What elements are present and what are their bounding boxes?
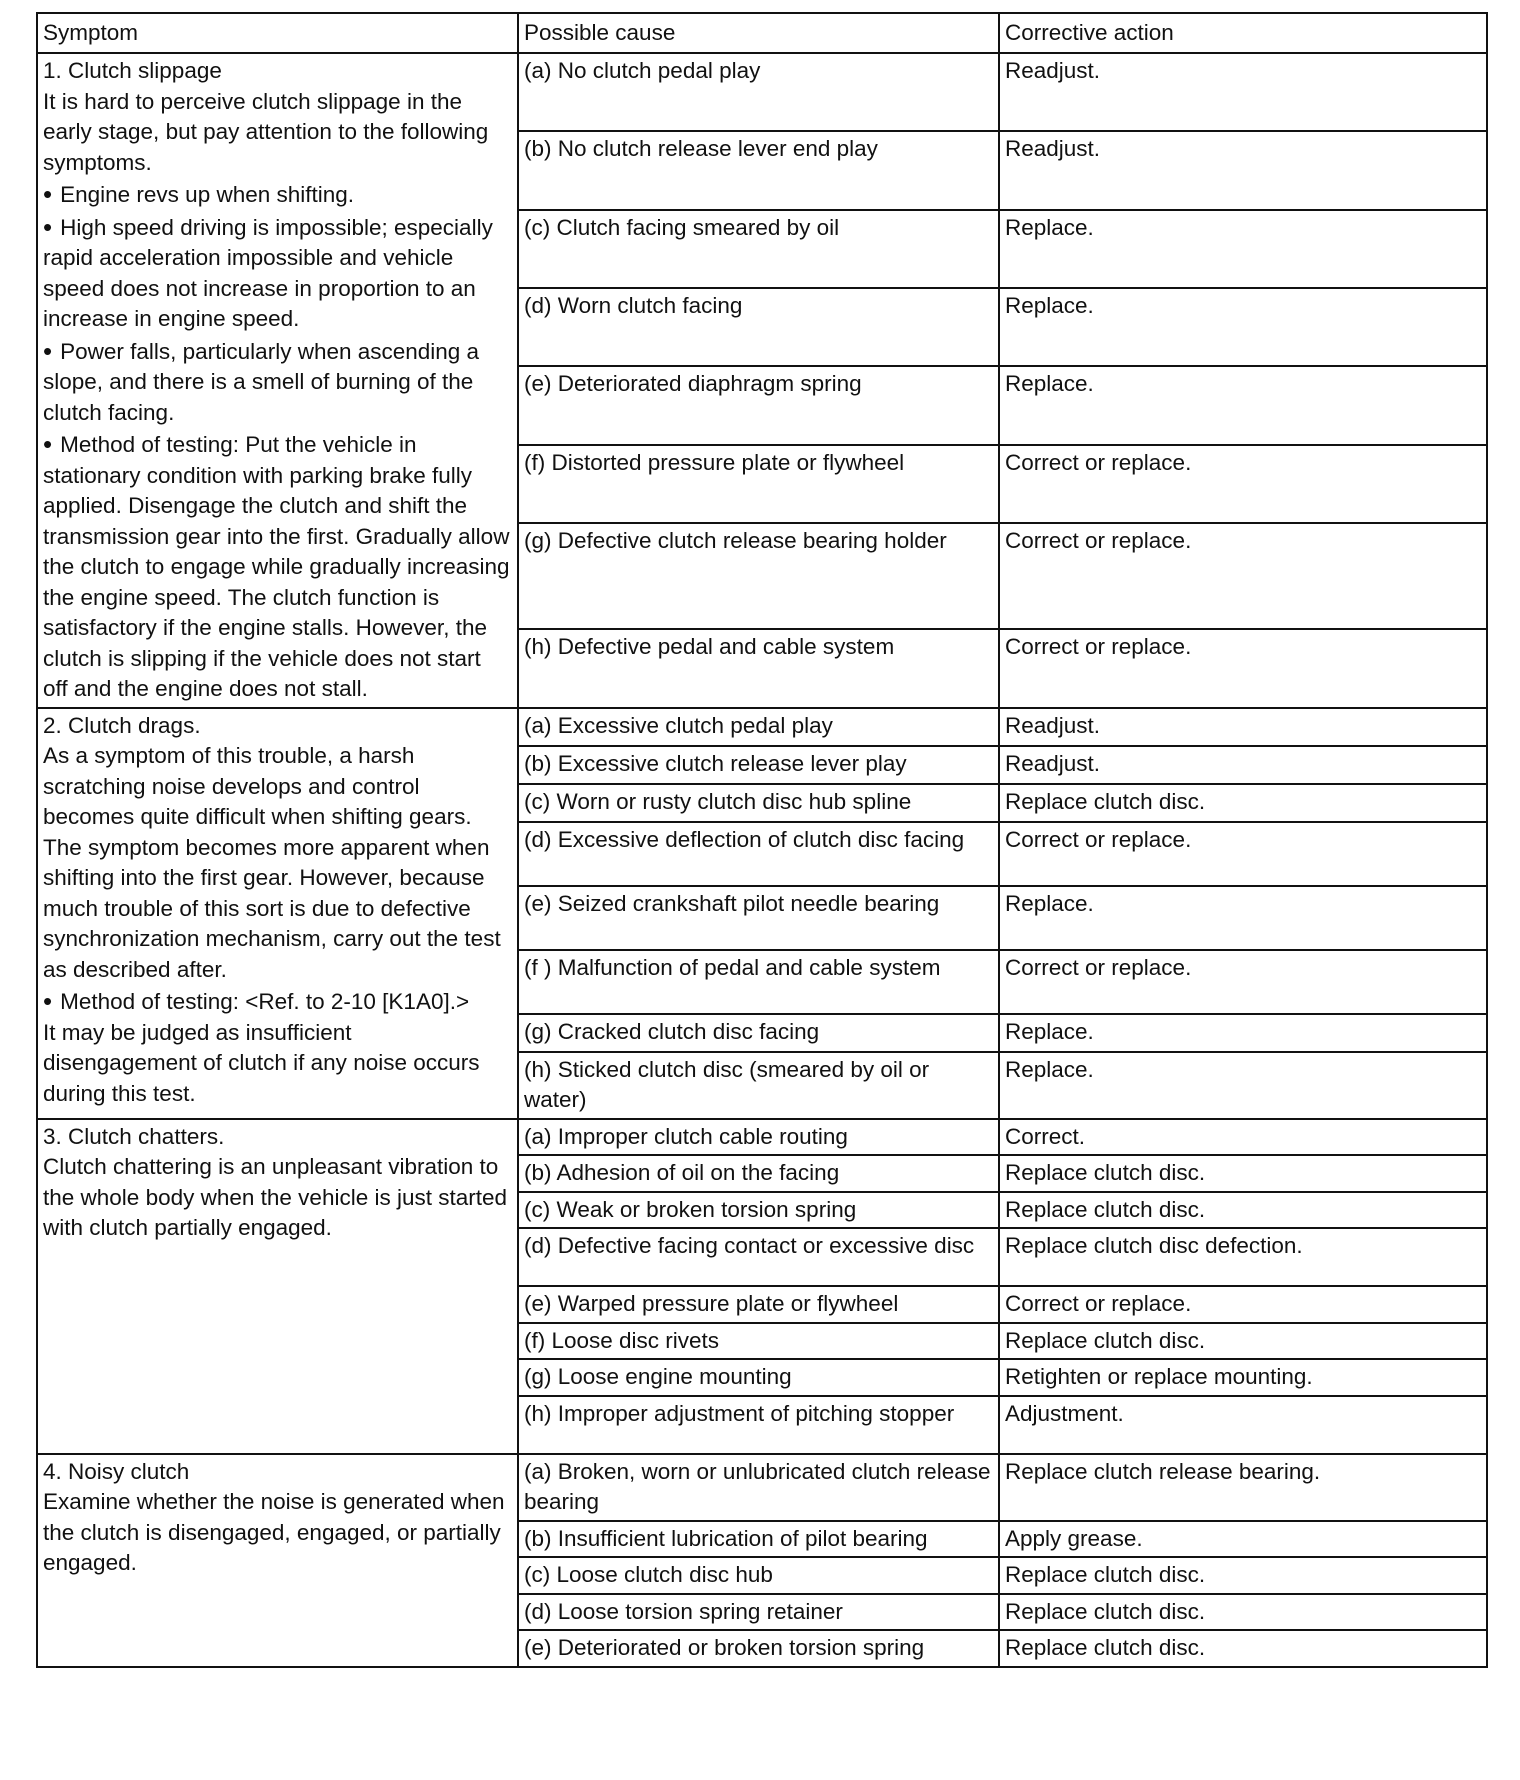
possible-cause-cell: (c) Worn or rusty clutch disc hub spline	[518, 784, 999, 822]
corrective-action-cell: Readjust.	[999, 53, 1487, 131]
header-corrective-action: Corrective action	[999, 13, 1487, 53]
corrective-action-cell: Retighten or replace mounting.	[999, 1359, 1487, 1396]
corrective-action-cell: Replace.	[999, 366, 1487, 444]
corrective-action-cell: Replace clutch disc.	[999, 1155, 1487, 1192]
symptom-bullet: • Method of testing: Put the vehicle in stationary condition with parking brake fully applied. Disengage the clutch and shift the transmission gear into the first. Gradually allow the clutch to engage while gradually increasing the engine speed. The clutch function is satisfactory if the engine stalls. However, the clutch is slipping if the vehicle does not start off and the engine does not stall.	[43, 428, 511, 705]
corrective-action-cell: Readjust.	[999, 131, 1487, 209]
symptom-cell	[37, 53, 518, 708]
possible-cause-cell: (f ) Malfunction of pedal and cable system	[518, 950, 999, 1014]
symptom-bullet: • Engine revs up when shifting.	[43, 178, 511, 211]
possible-cause-cell: (c) Clutch facing smeared by oil	[518, 210, 999, 288]
possible-cause-cell: (f) Distorted pressure plate or flywheel	[518, 445, 999, 523]
possible-cause-cell: (d) Loose torsion spring retainer	[518, 1594, 999, 1631]
symptom-title: 1. Clutch slippage	[43, 58, 222, 83]
corrective-action-cell: Correct or replace.	[999, 629, 1487, 707]
possible-cause-cell: (e) Seized crankshaft pilot needle bearing	[518, 886, 999, 950]
corrective-action-cell: Readjust.	[999, 708, 1487, 746]
header-possible-cause: Possible cause	[518, 13, 999, 53]
symptom-bullet: • Power falls, particularly when ascending a slope, and there is a smell of burning of the clutch facing.	[43, 335, 511, 429]
corrective-action-cell: Correct or replace.	[999, 822, 1487, 886]
possible-cause-cell: (e) Warped pressure plate or flywheel	[518, 1286, 999, 1323]
possible-cause-cell: (d) Worn clutch facing	[518, 288, 999, 366]
symptom-note: It may be judged as insufficient disengagement of clutch if any noise occurs during this test.	[43, 1019, 480, 1106]
possible-cause-cell: (b) No clutch release lever end play	[518, 131, 999, 209]
possible-cause-cell: (h) Sticked clutch disc (smeared by oil or water)	[518, 1052, 999, 1119]
possible-cause-cell: (b) Excessive clutch release lever play	[518, 746, 999, 784]
symptom-title: 4. Noisy clutch	[43, 1458, 190, 1484]
corrective-action-cell: Replace clutch disc.	[999, 1594, 1487, 1631]
corrective-action-cell: Correct.	[999, 1119, 1487, 1156]
possible-cause-cell: (h) Defective pedal and cable system	[518, 629, 999, 707]
possible-cause-cell: (a) Improper clutch cable routing	[518, 1119, 999, 1156]
possible-cause-cell: (b) Insufficient lubrication of pilot bearing	[518, 1521, 999, 1558]
corrective-action-cell: Replace clutch release bearing.	[999, 1454, 1487, 1521]
corrective-action-cell: Readjust.	[999, 746, 1487, 784]
corrective-action-cell: Replace clutch disc.	[999, 1323, 1487, 1360]
corrective-action-cell: Replace.	[999, 886, 1487, 950]
troubleshooting-page	[36, 12, 1486, 1668]
possible-cause-cell: (d) Defective facing contact or excessive disc	[518, 1228, 999, 1286]
troubleshooting-table	[36, 12, 1488, 1668]
symptom-description: It is hard to perceive clutch slippage in the early stage, but pay attention to the following symptoms.	[43, 88, 489, 175]
possible-cause-cell: (f) Loose disc rivets	[518, 1323, 999, 1360]
possible-cause-cell: (e) Deteriorated diaphragm spring	[518, 366, 999, 444]
header-symptom: Symptom	[37, 13, 518, 53]
symptom-description: As a symptom of this trouble, a harsh scratching noise develops and control becomes quite difficult when shifting gears. The symptom becomes more apparent when shifting into the first gear. However, because much trouble of this sort is due to defective synchronization mechanism, carry out the test as described after.	[43, 743, 501, 982]
corrective-action-cell: Replace.	[999, 1052, 1487, 1119]
possible-cause-cell: (a) Excessive clutch pedal play	[518, 708, 999, 746]
possible-cause-cell: (e) Deteriorated or broken torsion spring	[518, 1630, 999, 1667]
possible-cause-cell: (a) Broken, worn or unlubricated clutch release bearing	[518, 1454, 999, 1521]
table-header-row	[37, 13, 1487, 53]
table-row	[37, 708, 1487, 746]
corrective-action-cell: Replace.	[999, 1014, 1487, 1052]
possible-cause-cell: (d) Excessive deflection of clutch disc facing	[518, 822, 999, 886]
corrective-action-cell: Correct or replace.	[999, 445, 1487, 523]
symptom-description: Clutch chattering is an unpleasant vibration to the whole body when the vehicle is just started with clutch partially engaged.	[43, 1154, 508, 1240]
possible-cause-cell: (c) Weak or broken torsion spring	[518, 1192, 999, 1229]
corrective-action-cell: Apply grease.	[999, 1521, 1487, 1558]
corrective-action-cell: Replace clutch disc.	[999, 1557, 1487, 1594]
table-row	[37, 1119, 1487, 1156]
corrective-action-cell: Replace clutch disc.	[999, 1192, 1487, 1229]
symptom-cell	[37, 1454, 518, 1667]
symptom-cell	[37, 708, 518, 1119]
symptom-cell	[37, 1119, 518, 1454]
corrective-action-cell: Correct or replace.	[999, 950, 1487, 1014]
possible-cause-cell: (b) Adhesion of oil on the facing	[518, 1155, 999, 1192]
symptom-description: Examine whether the noise is generated when the clutch is disengaged, engaged, or partially engaged.	[43, 1489, 505, 1575]
symptom-title: 2. Clutch drags.	[43, 712, 201, 738]
possible-cause-cell: (c) Loose clutch disc hub	[518, 1557, 999, 1594]
possible-cause-cell: (g) Loose engine mounting	[518, 1359, 999, 1396]
corrective-action-cell: Correct or replace.	[999, 523, 1487, 629]
corrective-action-cell: Replace clutch disc.	[999, 1630, 1487, 1667]
corrective-action-cell: Replace.	[999, 288, 1487, 366]
symptom-bullet: • Method of testing: <Ref. to 2-10 [K1A0].>	[43, 985, 511, 1018]
symptom-bullet: • High speed driving is impossible; especially rapid acceleration impossible and vehicle speed does not increase in proportion to an increase in engine speed.	[43, 211, 511, 335]
possible-cause-cell: (h) Improper adjustment of pitching stopper	[518, 1396, 999, 1454]
possible-cause-cell: (g) Defective clutch release bearing holder	[518, 523, 999, 629]
corrective-action-cell: Correct or replace.	[999, 1286, 1487, 1323]
corrective-action-cell: Replace.	[999, 210, 1487, 288]
possible-cause-cell: (a) No clutch pedal play	[518, 53, 999, 131]
corrective-action-cell: Replace clutch disc defection.	[999, 1228, 1487, 1286]
possible-cause-cell: (g) Cracked clutch disc facing	[518, 1014, 999, 1052]
corrective-action-cell: Adjustment.	[999, 1396, 1487, 1454]
corrective-action-cell: Replace clutch disc.	[999, 784, 1487, 822]
table-row	[37, 1454, 1487, 1521]
table-row	[37, 53, 1487, 131]
symptom-title: 3. Clutch chatters.	[43, 1123, 225, 1149]
